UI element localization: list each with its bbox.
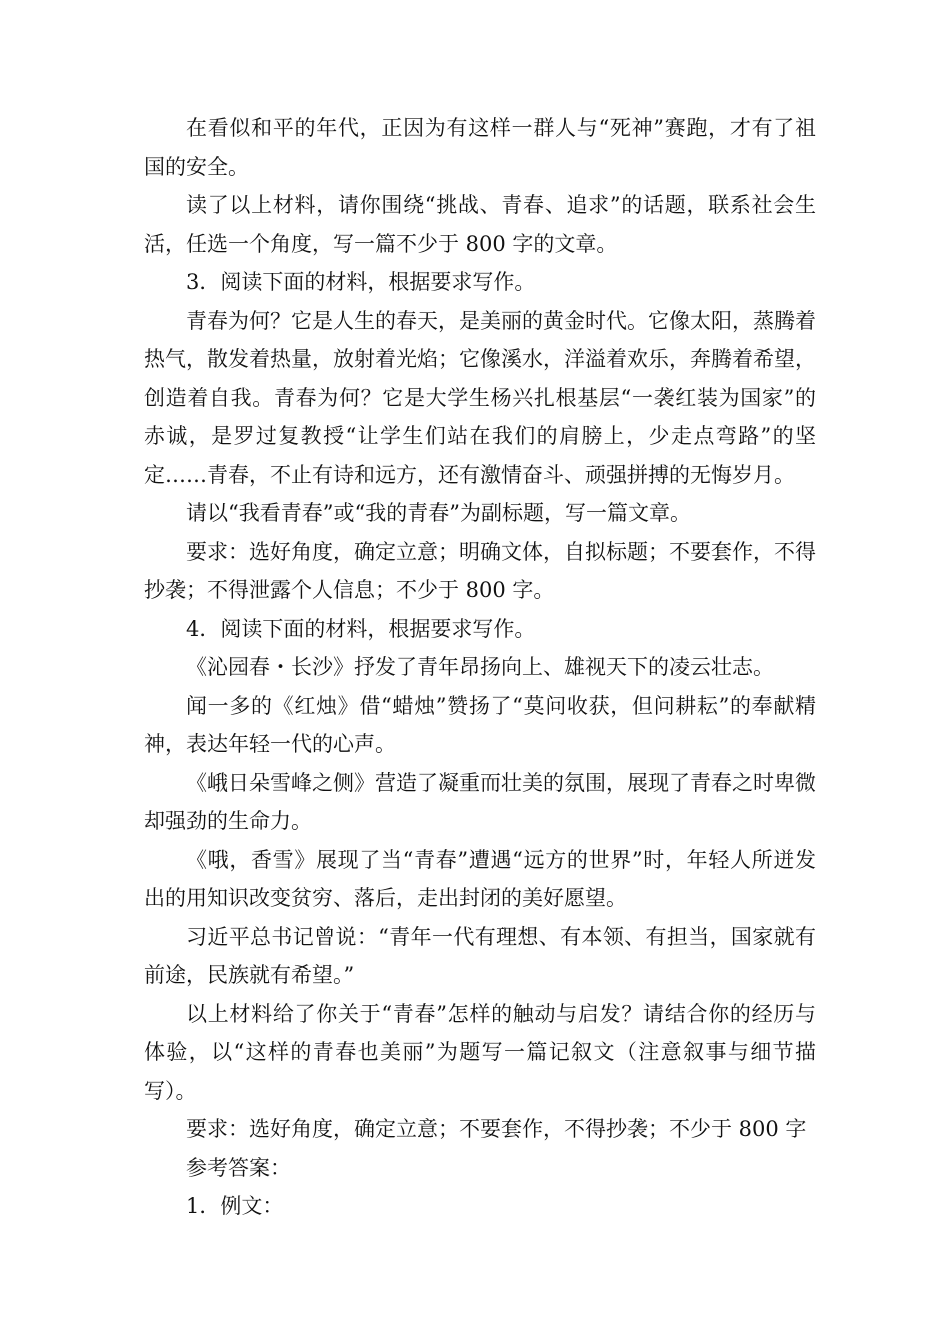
question-4-heading: 4．阅读下面的材料，根据要求写作。 <box>186 616 536 641</box>
paragraph-requirements-4: 要求：选好角度，确定立意；不要套作，不得抄袭；不少于 800 字 <box>186 1117 807 1141</box>
paragraph-prompt-3: 请以“我看青春”或“我的青春”为副标题，写一篇文章。 <box>186 501 691 525</box>
example-heading: 1．例文： <box>186 1194 284 1218</box>
paragraph-youth-material: 青春为何？它是人生的春天，是美丽的黄金时代。它像太阳，蒸腾着热气，散发着热量，放射着光焰；它像溪水，洋溢着欢乐，奔腾着希望，创造着自我。青春为何？它是大学生杨兴扎根基层“一袭红装为国家”的赤诚，是罗过复教授“让学生们站在我们的肩膀上，少走点弯路”的坚定……青春，不止有诗和远方，还有激情奋斗、顽强拼搏的无悔岁月。 <box>144 308 816 487</box>
answer-heading: 参考答案： <box>186 1155 291 1180</box>
paragraph-context: 在看似和平的年代，正因为有这样一群人与“死神”赛跑，才有了祖国的安全。 <box>144 116 816 179</box>
document-page <box>144 109 816 1226</box>
paragraph-prompt-4: 以上材料给了你关于“青春”怎样的触动与启发？请结合你的经历与体验，以“这样的青春也美丽”为题写一篇记叙文（注意叙事与细节描写）。 <box>144 1001 816 1103</box>
paragraph-material-eriduo: 《峨日朵雪峰之侧》营造了凝重而壮美的氛围，展现了青春之时卑微却强劲的生命力。 <box>144 770 816 833</box>
paragraph-requirements-3: 要求：选好角度，确定立意；明确文体，自拟标题；不要套作，不得抄袭；不得泄露个人信息；不少于 800 字。 <box>144 539 816 602</box>
paragraph-prompt-2: 读了以上材料，请你围绕“挑战、青春、追求”的话题，联系社会生活，任选一个角度，写一篇不少于 800 字的文章。 <box>144 193 816 256</box>
paragraph-material-xiangxue: 《哦，香雪》展现了当“青春”遭遇“远方的世界”时，年轻人所迸发出的用知识改变贫穷、落后，走出封闭的美好愿望。 <box>144 847 816 910</box>
paragraph-material-changsha: 《沁园春・长沙》抒发了青年昂扬向上、雄视天下的凌云壮志。 <box>186 655 774 679</box>
paragraph-material-hongzhu: 闻一多的《红烛》借“蜡烛”赞扬了“莫问收获，但问耕耘”的奉献精神，表达年轻一代的心声。 <box>144 693 816 756</box>
question-3-heading: 3．阅读下面的材料，根据要求写作。 <box>186 270 536 294</box>
paragraph-quote: 习近平总书记曾说：“青年一代有理想、有本领、有担当，国家就有前途，民族就有希望。” <box>144 924 816 987</box>
